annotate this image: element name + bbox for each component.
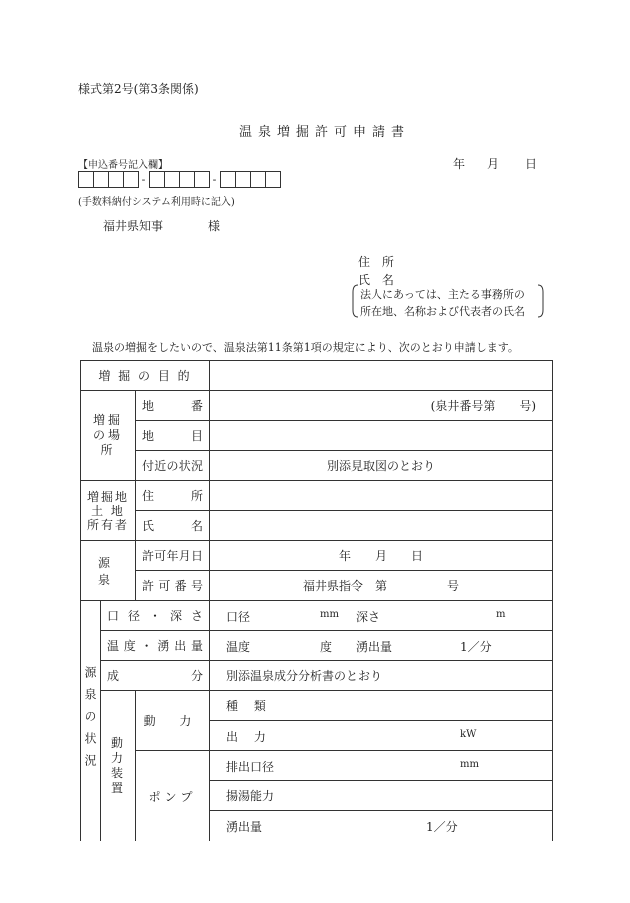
diameter-depth-label: 口径・深さ (101, 601, 210, 631)
table-row (81, 601, 553, 631)
power-head: 動 力 (136, 691, 210, 751)
table-row (81, 541, 553, 571)
temperature-label: 温度 (226, 640, 251, 654)
corporate-note-line-2: 所在地、名称および代表者の氏名 (360, 305, 525, 318)
table-row (81, 451, 553, 481)
temp-yield-label: 温度・湧出量 (101, 631, 210, 661)
applicant-name-label: 氏 名 (358, 273, 398, 287)
application-table (80, 360, 553, 841)
table-row (81, 391, 553, 421)
date-month: 月 (487, 157, 500, 171)
table-row (81, 421, 553, 451)
corporate-note-line-1: 法人にあっては、主たる事務所の (360, 288, 525, 301)
mm-unit: mm (320, 609, 339, 620)
temp-yield-value[interactable] (210, 631, 553, 661)
application-number-note: (手数料納付システム利用時に記入) (78, 197, 235, 208)
source-head: 源 泉 (81, 541, 136, 601)
addressee: 福井県知事 (103, 219, 164, 233)
kw-unit: kW (460, 729, 477, 740)
status-head: 源泉の状況 (81, 601, 101, 842)
surroundings-label: 付近の状況 (136, 451, 210, 481)
owner-head-line-2: 土 地 (91, 503, 125, 518)
honorific: 様 (208, 219, 221, 233)
per-minute-unit: 1／分 (460, 640, 492, 654)
table-row (81, 631, 553, 661)
components-label: 成 分 (101, 661, 210, 691)
purpose-label: 増 掘 の 目 的 (81, 361, 210, 391)
chimoku-label: 地 目 (136, 421, 210, 451)
table-row (81, 481, 553, 511)
owner-head (81, 481, 136, 541)
degree-unit: 度 (320, 640, 333, 654)
owner-head-line-1: 増掘地 (87, 489, 130, 504)
sensei-number[interactable]: (泉井番号第 号) (210, 391, 553, 421)
date-year: 年 (453, 157, 466, 171)
owner-address-value[interactable] (210, 481, 553, 511)
form-title: 温泉増掘許可申請書 (239, 125, 411, 140)
permit-date-value[interactable]: 年 月 日 (210, 541, 553, 571)
table-row (81, 511, 553, 541)
application-statement: 温泉の増掘をしたいので、温泉法第11条第1項の規定により、次のとおり申請します。 (92, 341, 519, 354)
table-row (81, 571, 553, 601)
kind-label: 種 類 (210, 691, 553, 721)
application-number-label: 【申込番号記入欄】 (78, 160, 168, 171)
application-number-boxes[interactable]: - - (78, 171, 280, 188)
outlet-diameter-label: 排出口径 (226, 760, 275, 774)
purpose-value[interactable] (210, 361, 553, 391)
diameter-label: 口径 (226, 610, 251, 624)
applicant-address-label: 住 所 (358, 255, 398, 269)
table-row (81, 751, 553, 781)
power-device-head: 動 力 装 置 (101, 691, 136, 842)
diameter-depth-value[interactable] (210, 601, 553, 631)
chimoku-value[interactable] (210, 421, 553, 451)
owner-address-label: 住 所 (136, 481, 210, 511)
output-label: 出 力 (226, 730, 272, 744)
pump-head: ポンプ (136, 751, 210, 842)
table-row (81, 691, 553, 721)
permit-number-value[interactable]: 福井県指令 第 号 (210, 571, 553, 601)
chiban-label: 地 番 (136, 391, 210, 421)
outlet-diameter-value[interactable] (210, 751, 553, 781)
components-value[interactable]: 別添温泉成分分析書のとおり (210, 661, 553, 691)
owner-name-value[interactable] (210, 511, 553, 541)
owner-name-label: 氏 名 (136, 511, 210, 541)
flow-value[interactable] (210, 811, 553, 842)
yield-label: 湧出量 (356, 640, 393, 654)
permit-number-label: 許 可 番 号 (136, 571, 210, 601)
form-number: 様式第2号(第3条関係) (78, 82, 199, 96)
output-value[interactable] (210, 721, 553, 751)
flow-per-minute-unit: 1／分 (426, 820, 458, 834)
outlet-mm-unit: mm (460, 759, 479, 770)
lift-capacity-label: 揚湯能力 (210, 781, 553, 811)
permit-date-label: 許可年月日 (136, 541, 210, 571)
table-row (81, 661, 553, 691)
location-head: 増掘の場所 (81, 391, 136, 481)
m-unit: m (496, 609, 506, 620)
surroundings-value[interactable]: 別添見取図のとおり (210, 451, 553, 481)
date-day: 日 (525, 157, 538, 171)
flow-label: 湧出量 (226, 820, 263, 834)
depth-label: 深さ (356, 610, 381, 624)
table-row (81, 361, 553, 391)
owner-head-line-3: 所有者 (87, 517, 130, 532)
